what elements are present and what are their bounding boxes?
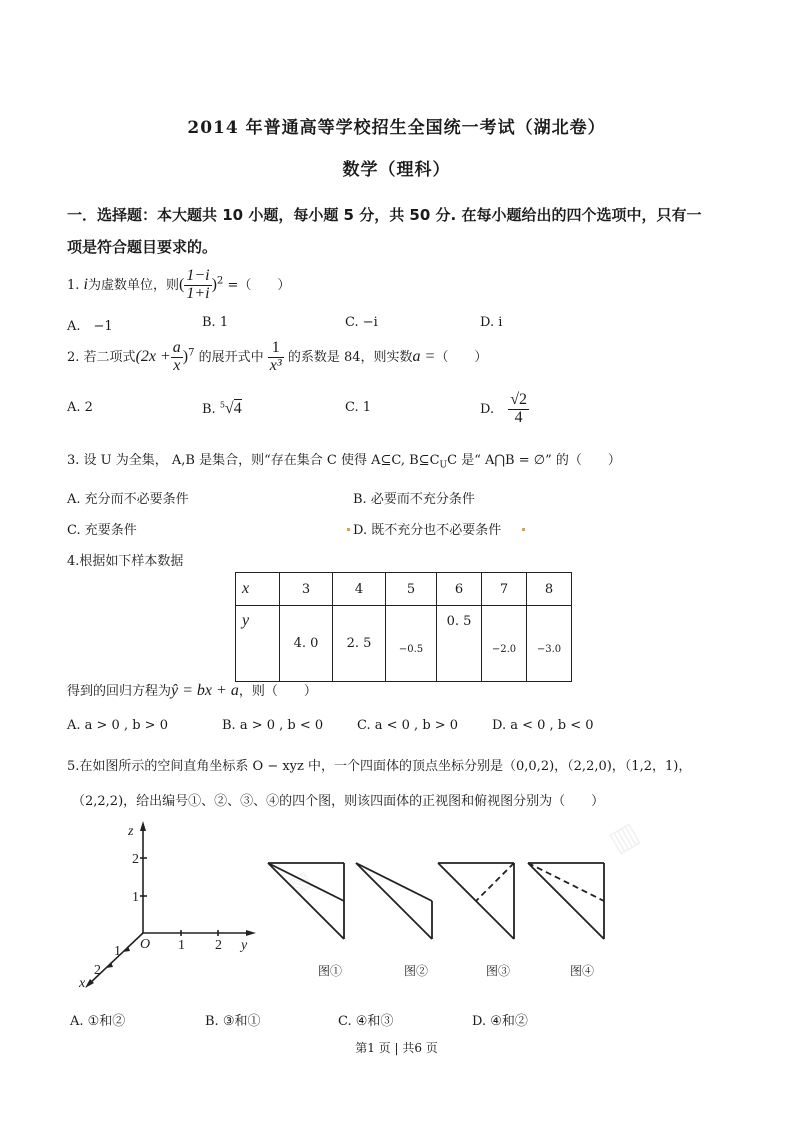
q4-option-a: A. a > 0 , b > 0: [67, 718, 168, 733]
stem-text: 设 U 为全集， A,B 是集合，则“存在集合 C 使得 A⊆C, B⊆C: [83, 453, 440, 468]
sample-data-table: [235, 572, 572, 682]
question-number: 1.: [67, 277, 80, 293]
z-tick-label: 1: [132, 890, 139, 905]
q2-option-b: B. $^5$√4: [202, 400, 242, 417]
fraction-numerator: √2: [510, 391, 528, 408]
fraction: [171, 340, 183, 375]
math-var: i: [83, 275, 88, 293]
question-5-stem-line2: （2,2,2)，给出编号①、②、③、④的四个图，则该四面体的正视图和俯视图分别为（ ）: [72, 794, 605, 809]
stem-text: 在如图所示的空间直角坐标系 O − xyz 中，一个四面体的顶点坐标分别是（0,0,2)，（2,2,0)，（1,2，1)，: [79, 759, 692, 774]
mark-dot: [347, 528, 350, 531]
math-expr: ŷ = bx + a: [171, 682, 239, 699]
q4-option-d: D. a < 0 , b < 0: [492, 718, 594, 733]
answer-blank: （ ）: [435, 349, 488, 365]
figure-2-label: 图②: [404, 964, 429, 978]
mark-dot: [522, 528, 525, 531]
fraction: [268, 340, 284, 375]
watermark: ▥: [603, 815, 646, 860]
table-cell: −0.5: [386, 606, 437, 682]
stem-text: 的展开式中: [198, 349, 264, 365]
radicand: 4: [233, 400, 242, 417]
y-tick-label: 2: [215, 938, 222, 953]
x-tick-label: 2: [94, 963, 101, 978]
q2-option-a: A. 2: [67, 400, 93, 415]
table-cell: 7: [482, 573, 527, 606]
fraction-denominator: 1+i: [186, 284, 210, 302]
q4-option-b: B. a > 0 , b < 0: [222, 718, 324, 733]
z-axis-label: z: [128, 824, 134, 839]
coordinate-axes-figure: [70, 815, 270, 995]
y-axis-label: y: [241, 938, 248, 953]
fraction-denominator: 4: [514, 408, 523, 426]
z-arrow-icon: [140, 821, 146, 831]
question-5-stem-line1: [67, 755, 691, 774]
table-header-y: y: [236, 606, 280, 682]
stem-text: 若二项式: [83, 349, 136, 365]
table-cell: 5: [386, 573, 437, 606]
q5-option-d: D. ④和②: [472, 1014, 528, 1029]
table-cell: 4. 0: [280, 606, 333, 682]
question-2-stem: 2. 若二项式(2x + $\frac{a}{x}$ )$^7$ 的展开式中 $\frac{1}{\text{x³}}$ 的系数是 84，则实数a =（ ）: [67, 339, 488, 374]
figure-4: [528, 863, 604, 939]
math-var: a =: [412, 347, 436, 365]
q5-option-c: C. ④和③: [338, 1014, 394, 1029]
q5-option-a: A. ①和②: [70, 1014, 126, 1029]
q5-option-b: B. ③和①: [205, 1014, 261, 1029]
subscript: U: [439, 460, 448, 471]
answer-blank: =（ ）: [227, 277, 291, 293]
q4-option-c: C. a < 0 , b > 0: [357, 718, 459, 733]
y-arrow-icon: [246, 930, 256, 936]
table-header-x: x: [236, 573, 280, 606]
z-tick-label: 2: [132, 852, 139, 867]
question-1-stem: 1. i为虚数单位，则( $\frac{1-i}{1+i}$ )$^2$ =（ ）: [67, 267, 291, 302]
figure-3-label: 图③: [486, 964, 511, 978]
figure-3: [438, 863, 514, 939]
q3-option-d: D. 既不充分也不必要条件: [353, 523, 502, 538]
answer-blank: ，则（ ）: [238, 684, 317, 699]
exponent: 2: [216, 275, 224, 287]
q2-option-d: [480, 392, 529, 427]
stem-text: 为虚数单位，则: [88, 277, 180, 293]
q2-option-c: C. 1: [345, 400, 372, 415]
table-cell: 0. 5: [437, 606, 482, 682]
table-cell: 4: [333, 573, 386, 606]
table-cell: 6: [437, 573, 482, 606]
fraction: [508, 392, 529, 427]
q3-option-a: A. 充分而不必要条件: [67, 492, 189, 507]
math-expr: (2x +: [135, 347, 171, 365]
view-figures: [260, 855, 620, 985]
exponent: 7: [188, 347, 195, 359]
question-number: 4.: [67, 554, 80, 569]
figure-1: [268, 863, 344, 939]
question-number: 2.: [67, 349, 80, 365]
exam-subtitle: 数学（理科）: [342, 160, 451, 180]
stem-text: 得到的回归方程为: [67, 684, 172, 699]
fraction-numerator: 1−i: [186, 267, 210, 284]
fraction-denominator: x³: [269, 356, 282, 374]
figure-4-label: 图④: [570, 964, 595, 978]
y-tick-label: 1: [178, 938, 185, 953]
q1-option-a: A. −1: [67, 319, 113, 334]
x-tick-label: 1: [114, 944, 121, 959]
fraction: [184, 268, 211, 303]
q1-option-c: C. −i: [345, 315, 378, 330]
question-number: 3.: [67, 453, 80, 468]
stem-text: 的系数是 84，则实数: [287, 349, 413, 365]
q3-option-b: B. 必要而不充分条件: [353, 492, 475, 507]
table-cell: −2.0: [482, 606, 527, 682]
fraction-numerator: a: [172, 339, 181, 356]
origin-label: O: [140, 937, 151, 952]
root-index: 5: [219, 400, 225, 410]
table-row-x: [236, 573, 572, 606]
q1-option-b: B. 1: [202, 315, 229, 330]
stem-text: C 是“ A⋂B = ∅” 的（ ）: [447, 453, 621, 468]
question-4-stem: [67, 550, 183, 569]
table-cell: 8: [527, 573, 572, 606]
option-label: D.: [480, 401, 495, 417]
question-3-stem: [67, 449, 621, 471]
table-row-y: [236, 606, 572, 682]
table-cell: 2. 5: [333, 606, 386, 682]
watermark: ▧: [285, 866, 316, 899]
section-instructions-line2: 项是符合题目要求的。: [67, 238, 218, 256]
page-footer: 第1 页 | 共6 页: [355, 1041, 438, 1055]
q3-option-c: C. 充要条件: [67, 523, 137, 538]
section-instructions-line1: 一．选择题：本大题共 10 小题，每小题 5 分，共 50 分. 在每小题给出的四个选项中，只有一: [67, 206, 702, 224]
figure-1-label: 图①: [318, 964, 343, 978]
fraction-denominator: x: [173, 356, 181, 374]
exam-title: 2014 年普通高等学校招生全国统一考试（湖北卷）: [187, 118, 606, 138]
table-cell: 3: [280, 573, 333, 606]
x-axis-label: x: [79, 976, 86, 991]
fraction-numerator: 1: [268, 340, 284, 358]
option-label: B.: [202, 402, 216, 417]
q1-option-d: D. i: [480, 315, 503, 330]
question-number: 5.: [67, 759, 80, 774]
table-cell: −3.0: [527, 606, 572, 682]
figure-2: [356, 863, 432, 939]
stem-text: 根据如下样本数据: [79, 554, 184, 569]
question-4-regression: [67, 680, 317, 700]
